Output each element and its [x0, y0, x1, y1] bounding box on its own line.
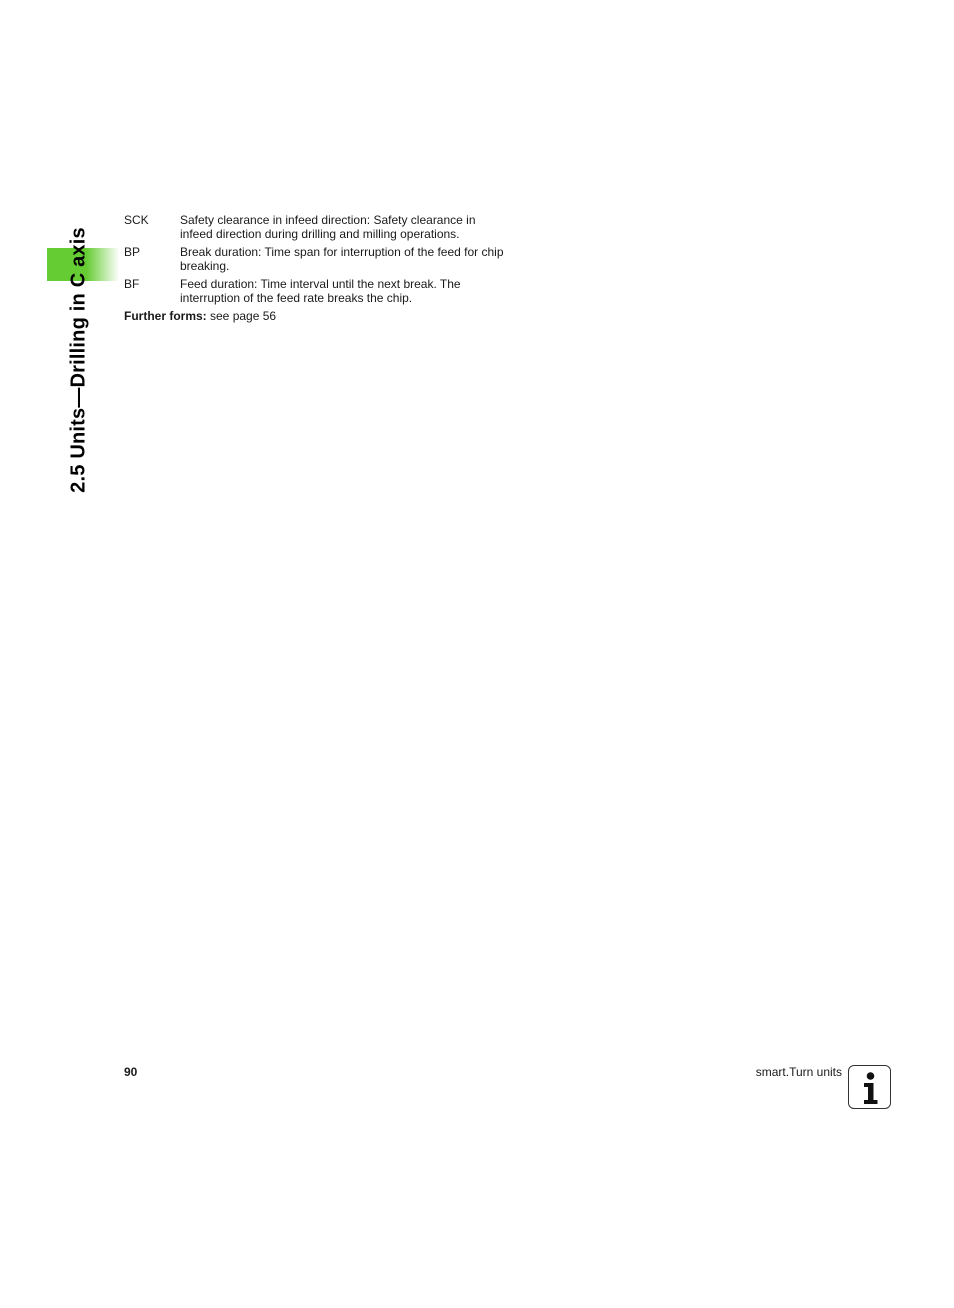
parameter-list	[124, 213, 524, 323]
parameter-key: SCK	[124, 213, 149, 227]
parameter-key: BF	[124, 277, 140, 291]
parameter-description: Feed duration: Time interval until the next break. The interruption of the feed rate breaks the chip.	[180, 277, 461, 305]
parameter-description: Break duration: Time span for interruption of the feed for chip breaking.	[180, 245, 504, 273]
further-forms-label: Further forms:	[124, 309, 207, 323]
parameter-row	[124, 245, 524, 273]
parameter-row	[124, 213, 524, 241]
info-icon	[848, 1065, 891, 1109]
parameter-row	[124, 277, 524, 305]
further-forms-link[interactable]: see page 56	[206, 309, 277, 323]
info-glyph	[849, 1066, 892, 1110]
page-number: 90	[124, 1065, 138, 1079]
parameter-key: BP	[124, 245, 141, 259]
chapter-title: 2.5 Units—Drilling in C axis	[67, 227, 90, 493]
parameter-description: Safety clearance in infeed direction: Safety clearance in infeed direction during drilling and milling operations.	[180, 213, 476, 241]
further-forms	[124, 309, 524, 323]
footer-title: smart.Turn units	[755, 1065, 842, 1079]
